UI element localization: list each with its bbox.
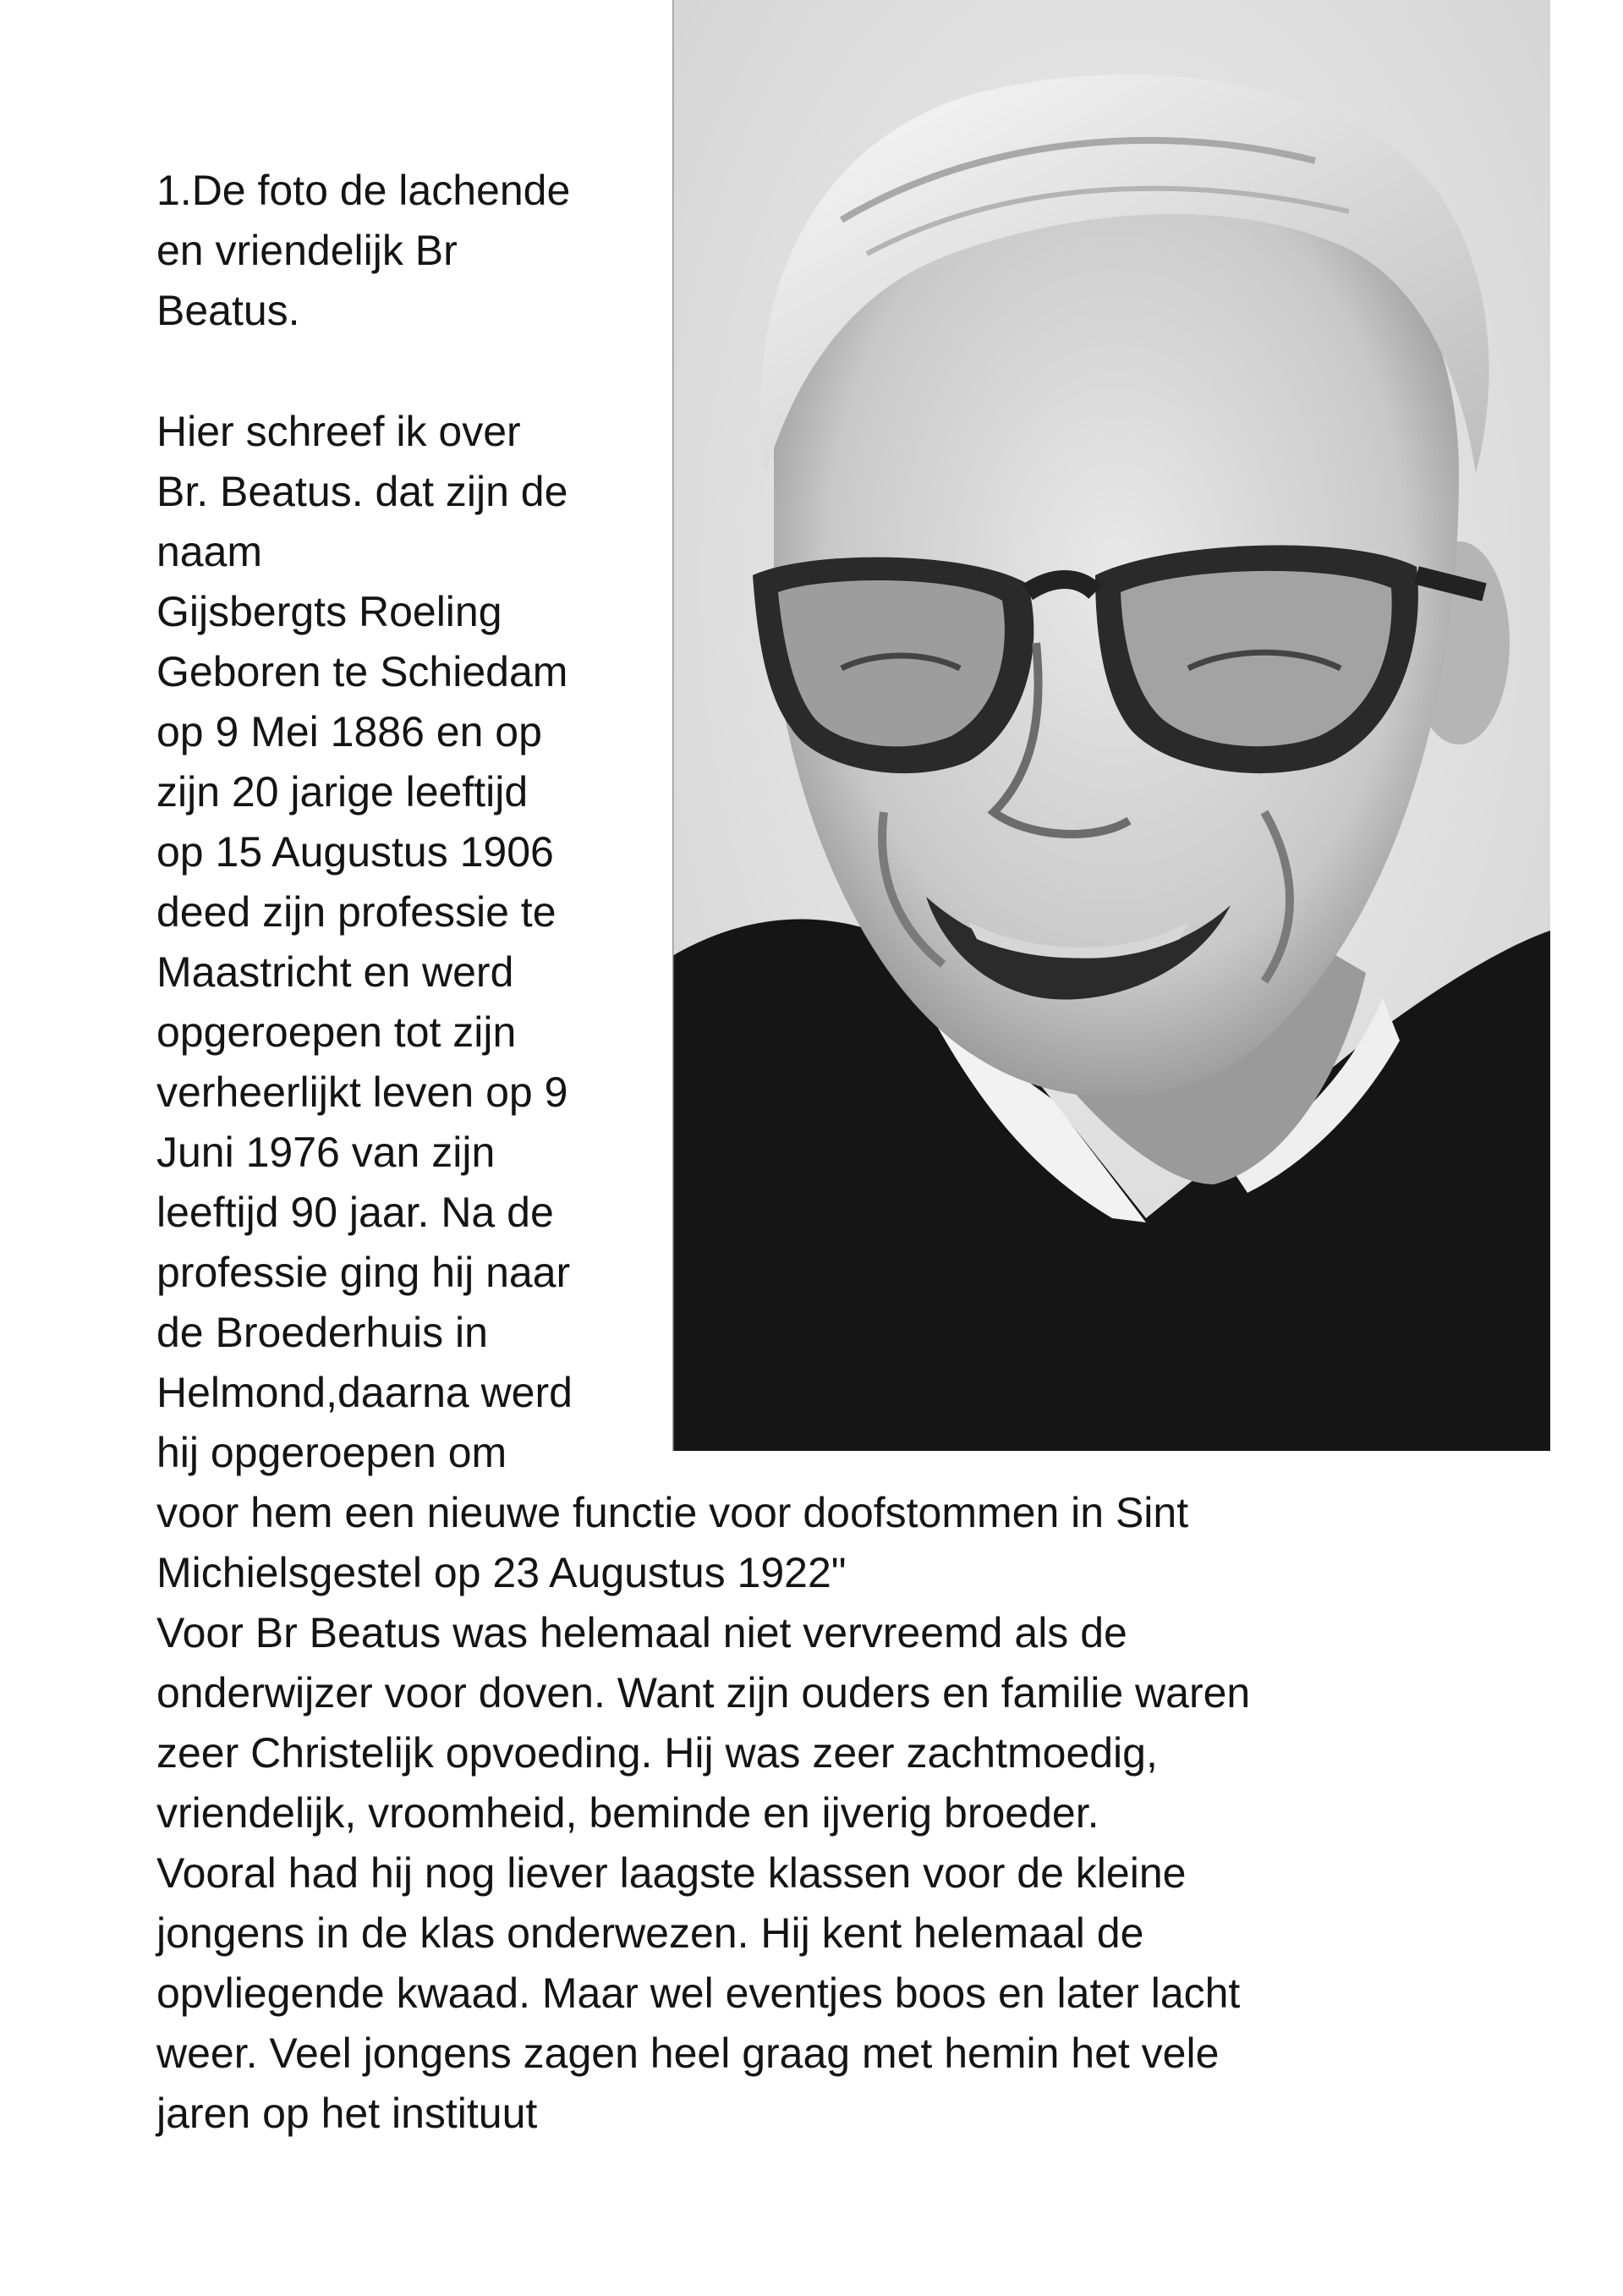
body-line: zeer Christelijk opvoeding. Hij was zeer zachtmoedig,: [156, 1729, 1158, 1777]
body-line: jaren op het instituut: [156, 2090, 538, 2137]
body-line: Hier schreef ik over: [156, 408, 521, 455]
caption-line: Beatus.: [156, 287, 300, 334]
body-line: Voor Br Beatus was helemaal niet vervreemd als de: [156, 1609, 1127, 1656]
body-line: op 9 Mei 1886 en op: [156, 708, 542, 755]
body-line: Vooral had hij nog liever laagste klassen voor de kleine: [156, 1849, 1187, 1897]
caption-line: en vriendelijk Br: [156, 227, 458, 274]
body-line: hij opgeroepen om: [156, 1429, 507, 1476]
body-line: Maastricht en werd: [156, 948, 514, 996]
body-line: vriendelijk, vroomheid, beminde en ijverig broeder.: [156, 1789, 1099, 1837]
body-line: onderwijzer voor doven. Want zijn ouders en familie waren: [156, 1669, 1251, 1717]
body-line: Br. Beatus. dat zijn de: [156, 468, 568, 515]
body-line: naam: [156, 528, 263, 575]
body-line: jongens in de klas onderwezen. Hij kent helemaal de: [156, 1909, 1144, 1957]
body-line: verheerlijkt leven op 9: [156, 1068, 568, 1116]
body-line: Juni 1976 van zijn: [156, 1129, 496, 1176]
portrait-photo: [672, 0, 1550, 1451]
body-line: op 15 Augustus 1906: [156, 828, 554, 876]
caption-line: 1.De foto de lachende: [156, 167, 571, 214]
body-line: de Broederhuis in: [156, 1309, 488, 1356]
body-line: voor hem een nieuwe functie voor doofstommen in Sint: [156, 1489, 1189, 1536]
body-line: Michielsgestel op 23 Augustus 1922": [156, 1549, 847, 1596]
body-line: Helmond,daarna werd: [156, 1369, 573, 1416]
body-line: opvliegende kwaad. Maar wel eventjes boos en later lacht: [156, 1969, 1241, 2017]
portrait-illustration: [672, 0, 1550, 1451]
body-line: opgeroepen tot zijn: [156, 1008, 517, 1056]
body-line: Gijsbergts Roeling: [156, 588, 502, 635]
body-line: deed zijn professie te: [156, 888, 557, 936]
body-line: zijn 20 jarige leeftijd: [156, 768, 529, 816]
body-line: Geboren te Schiedam: [156, 648, 568, 695]
body-line: leeftijd 90 jaar. Na de: [156, 1189, 554, 1236]
body-line: professie ging hij naar: [156, 1249, 571, 1296]
body-line: weer. Veel jongens zagen heel graag met hemin het vele: [156, 2030, 1220, 2077]
